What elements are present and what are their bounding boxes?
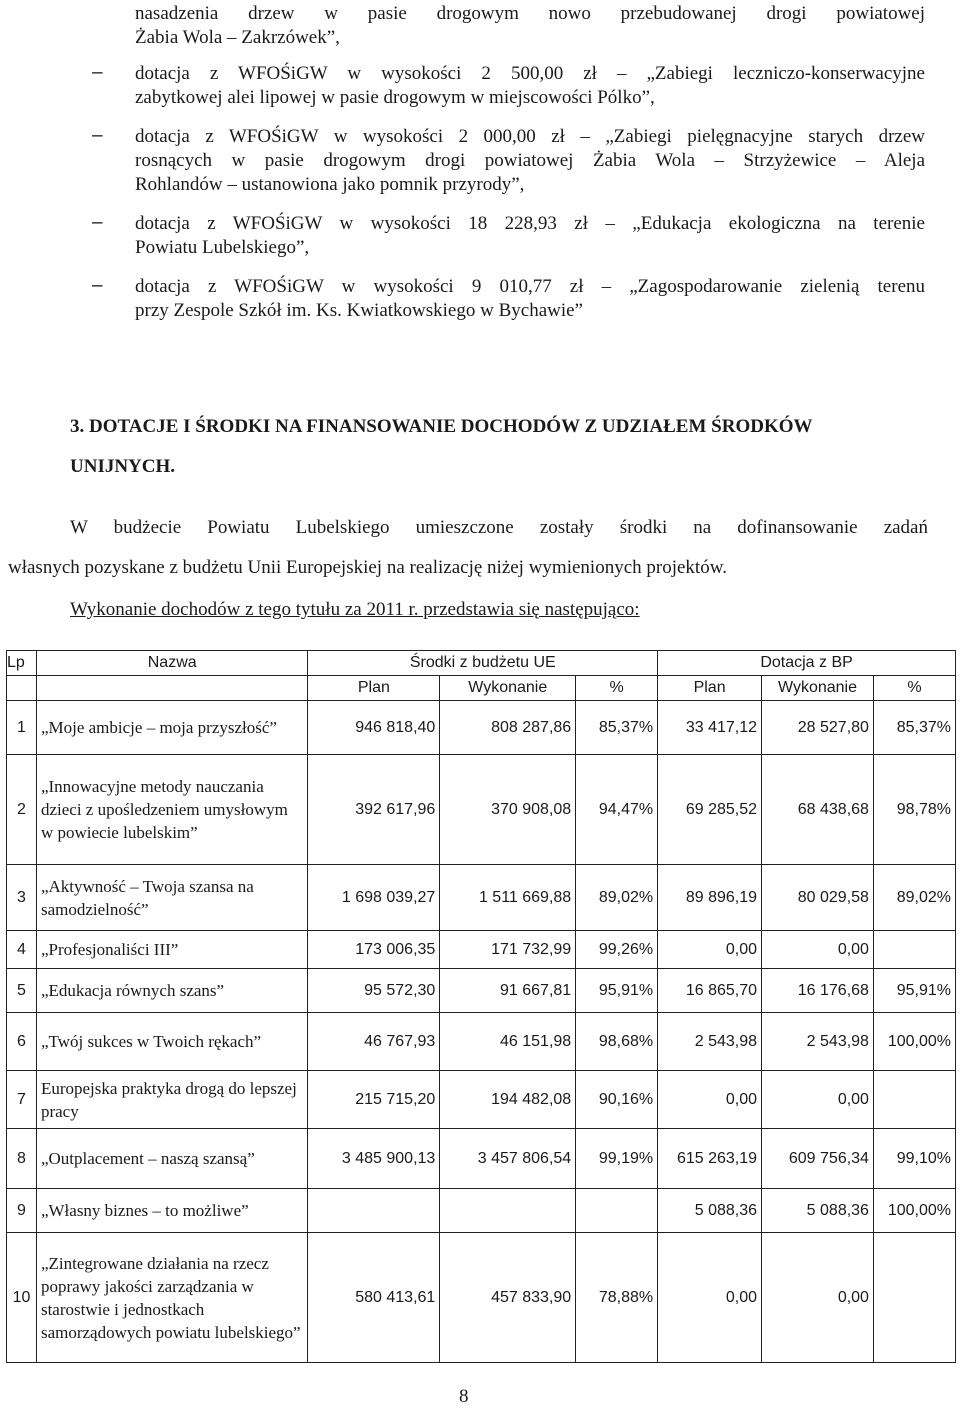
list-item-line: przy Zespole Szkół im. Ks. Kwiatkowskiego w Bychawie” <box>135 300 583 321</box>
section-heading-line-1: 3. DOTACJE I ŚRODKI NA FINANSOWANIE DOCHODÓW Z UDZIAŁEM ŚRODKÓW <box>70 416 813 437</box>
list-item-line: dotacja z WFOŚiGW w wysokości 2 500,00 zł – „Zabiegi leczniczo-konserwacyjne <box>135 63 925 84</box>
paragraph-line-1: W budżecie Powiatu Lubelskiego umieszczone zostały środki na dofinansowanie zadań <box>70 517 928 538</box>
subheader-ue-wyk: Wykonanie <box>440 676 576 701</box>
row-ue-pct: 95,91% <box>576 969 658 1013</box>
subheader-ue-plan: Plan <box>308 676 440 701</box>
row-bp-pct <box>873 931 955 969</box>
row-name: Europejska praktyka drogą do lepszej pracy <box>36 1071 307 1129</box>
table-row <box>7 1189 956 1233</box>
row-ue-plan: 392 617,96 <box>308 755 440 865</box>
row-ue-pct: 89,02% <box>576 865 658 931</box>
row-bp-wyk: 5 088,36 <box>762 1189 874 1233</box>
underlined-intro: Wykonanie dochodów z tego tytułu za 2011 r. przedstawia się następująco: <box>70 599 640 620</box>
table-subheader-row <box>7 676 956 701</box>
row-bp-wyk: 68 438,68 <box>762 755 874 865</box>
row-lp: 7 <box>7 1071 37 1129</box>
row-bp-wyk: 0,00 <box>762 931 874 969</box>
row-bp-pct: 89,02% <box>873 865 955 931</box>
paragraph-line-2: własnych pozyskane z budżetu Unii Europejskiej na realizację niżej wymienionych projektów. <box>8 557 727 578</box>
row-lp: 8 <box>7 1129 37 1189</box>
row-name: „Innowacyjne metody nauczania dzieci z upośledzeniem umysłowym w powiecie lubelskim” <box>36 755 307 865</box>
row-bp-wyk: 28 527,80 <box>762 701 874 755</box>
row-bp-plan: 69 285,52 <box>658 755 762 865</box>
row-lp: 10 <box>7 1233 37 1363</box>
section-paragraph <box>0 508 928 588</box>
row-bp-wyk: 0,00 <box>762 1071 874 1129</box>
row-ue-wyk: 808 287,86 <box>440 701 576 755</box>
header-lp: Lp <box>7 651 37 676</box>
row-ue-pct: 78,88% <box>576 1233 658 1363</box>
table-row <box>7 1129 956 1189</box>
list-dash: – <box>92 275 103 296</box>
row-ue-plan: 95 572,30 <box>308 969 440 1013</box>
row-bp-plan: 0,00 <box>658 931 762 969</box>
row-lp: 5 <box>7 969 37 1013</box>
row-ue-plan <box>308 1189 440 1233</box>
row-bp-pct: 98,78% <box>873 755 955 865</box>
table-row <box>7 931 956 969</box>
row-bp-wyk: 16 176,68 <box>762 969 874 1013</box>
row-ue-plan: 580 413,61 <box>308 1233 440 1363</box>
subheader-bp-plan: Plan <box>658 676 762 701</box>
row-ue-wyk: 1 511 669,88 <box>440 865 576 931</box>
row-ue-plan: 173 006,35 <box>308 931 440 969</box>
list-dash: – <box>92 62 103 83</box>
row-lp: 9 <box>7 1189 37 1233</box>
row-ue-pct: 99,19% <box>576 1129 658 1189</box>
section-heading-line-2: UNIJNYCH. <box>70 456 176 477</box>
row-ue-wyk <box>440 1189 576 1233</box>
header-ue: Środki z budżetu UE <box>308 651 658 676</box>
row-ue-plan: 215 715,20 <box>308 1071 440 1129</box>
row-bp-pct: 95,91% <box>873 969 955 1013</box>
row-ue-wyk: 3 457 806,54 <box>440 1129 576 1189</box>
header-name: Nazwa <box>36 651 307 676</box>
row-bp-plan: 16 865,70 <box>658 969 762 1013</box>
row-bp-pct: 100,00% <box>873 1189 955 1233</box>
row-ue-wyk: 194 482,08 <box>440 1071 576 1129</box>
header-bp: Dotacja z BP <box>658 651 956 676</box>
row-ue-pct: 85,37% <box>576 701 658 755</box>
subheader-ue-pct: % <box>576 676 658 701</box>
row-ue-pct: 94,47% <box>576 755 658 865</box>
row-ue-wyk: 457 833,90 <box>440 1233 576 1363</box>
row-bp-plan: 615 263,19 <box>658 1129 762 1189</box>
list-item-line: dotacja z WFOŚiGW w wysokości 2 000,00 zł – „Zabiegi pielęgnacyjne starych drzew <box>135 126 925 147</box>
row-lp: 3 <box>7 865 37 931</box>
row-bp-plan: 33 417,12 <box>658 701 762 755</box>
row-name: „Outplacement – naszą szansą” <box>36 1129 307 1189</box>
page-number: 8 <box>459 1386 469 1407</box>
row-ue-pct: 90,16% <box>576 1071 658 1129</box>
table-row <box>7 1071 956 1129</box>
row-bp-plan: 5 088,36 <box>658 1189 762 1233</box>
table-row <box>7 969 956 1013</box>
row-lp: 1 <box>7 701 37 755</box>
intro-line-2: Żabia Wola – Zakrzówek”, <box>135 27 340 48</box>
table-row <box>7 865 956 931</box>
list-item-line: dotacja z WFOŚiGW w wysokości 9 010,77 zł – „Zagospodarowanie zielenią terenu <box>135 276 925 297</box>
row-bp-plan: 0,00 <box>658 1233 762 1363</box>
row-name: „Zintegrowane działania na rzecz poprawy jakości zarządzania w starostwie i jednostkach samorządowych powiatu lubelskiego” <box>36 1233 307 1363</box>
list-dash: – <box>92 212 103 233</box>
list-item-line: Powiatu Lubelskiego”, <box>135 237 310 258</box>
row-ue-pct: 98,68% <box>576 1013 658 1071</box>
row-ue-plan: 46 767,93 <box>308 1013 440 1071</box>
list-item-line: rosnących w pasie drogowym drogi powiatowej Żabia Wola – Strzyżewice – Aleja <box>135 150 925 171</box>
list-item-line: dotacja z WFOŚiGW w wysokości 18 228,93 zł – „Edukacja ekologiczna na terenie <box>135 213 925 234</box>
row-ue-wyk: 91 667,81 <box>440 969 576 1013</box>
row-lp: 2 <box>7 755 37 865</box>
row-bp-wyk: 80 029,58 <box>762 865 874 931</box>
row-name: „Twój sukces w Twoich rękach” <box>36 1013 307 1071</box>
row-name: „Własny biznes – to możliwe” <box>36 1189 307 1233</box>
row-bp-pct: 99,10% <box>873 1129 955 1189</box>
row-bp-pct: 100,00% <box>873 1013 955 1071</box>
row-bp-wyk: 2 543,98 <box>762 1013 874 1071</box>
table-row <box>7 1233 956 1363</box>
funding-table <box>6 650 956 1363</box>
row-ue-plan: 3 485 900,13 <box>308 1129 440 1189</box>
row-bp-pct: 85,37% <box>873 701 955 755</box>
row-name: „Aktywność – Twoja szansa na samodzielność” <box>36 865 307 931</box>
row-lp: 4 <box>7 931 37 969</box>
row-bp-plan: 89 896,19 <box>658 865 762 931</box>
subheader-bp-pct: % <box>873 676 955 701</box>
row-bp-pct <box>873 1233 955 1363</box>
list-dash: – <box>92 125 103 146</box>
table-header-row <box>7 651 956 676</box>
row-bp-wyk: 609 756,34 <box>762 1129 874 1189</box>
row-bp-pct <box>873 1071 955 1129</box>
row-bp-plan: 2 543,98 <box>658 1013 762 1071</box>
section-heading <box>70 407 930 487</box>
row-name: „Moje ambicje – moja przyszłość” <box>36 701 307 755</box>
table-row <box>7 755 956 865</box>
row-ue-wyk: 171 732,99 <box>440 931 576 969</box>
row-bp-plan: 0,00 <box>658 1071 762 1129</box>
row-ue-pct <box>576 1189 658 1233</box>
row-lp: 6 <box>7 1013 37 1071</box>
list-item-line: Rohlandów – ustanowiona jako pomnik przyrody”, <box>135 174 525 195</box>
row-ue-wyk: 370 908,08 <box>440 755 576 865</box>
list-item-line: zabytkowej alei lipowej w pasie drogowym w miejscowości Pólko”, <box>135 87 655 108</box>
intro-line-1: nasadzenia drzew w pasie drogowym nowo przebudowanej drogi powiatowej <box>135 3 925 24</box>
row-ue-plan: 946 818,40 <box>308 701 440 755</box>
subheader-empty <box>7 676 37 701</box>
row-ue-plan: 1 698 039,27 <box>308 865 440 931</box>
row-bp-wyk: 0,00 <box>762 1233 874 1363</box>
intro-text <box>135 2 925 50</box>
row-ue-pct: 99,26% <box>576 931 658 969</box>
table-row <box>7 701 956 755</box>
subheader-empty <box>36 676 307 701</box>
table-row <box>7 1013 956 1071</box>
row-name: „Edukacja równych szans” <box>36 969 307 1013</box>
row-ue-wyk: 46 151,98 <box>440 1013 576 1071</box>
subheader-bp-wyk: Wykonanie <box>762 676 874 701</box>
row-name: „Profesjonaliści III” <box>36 931 307 969</box>
